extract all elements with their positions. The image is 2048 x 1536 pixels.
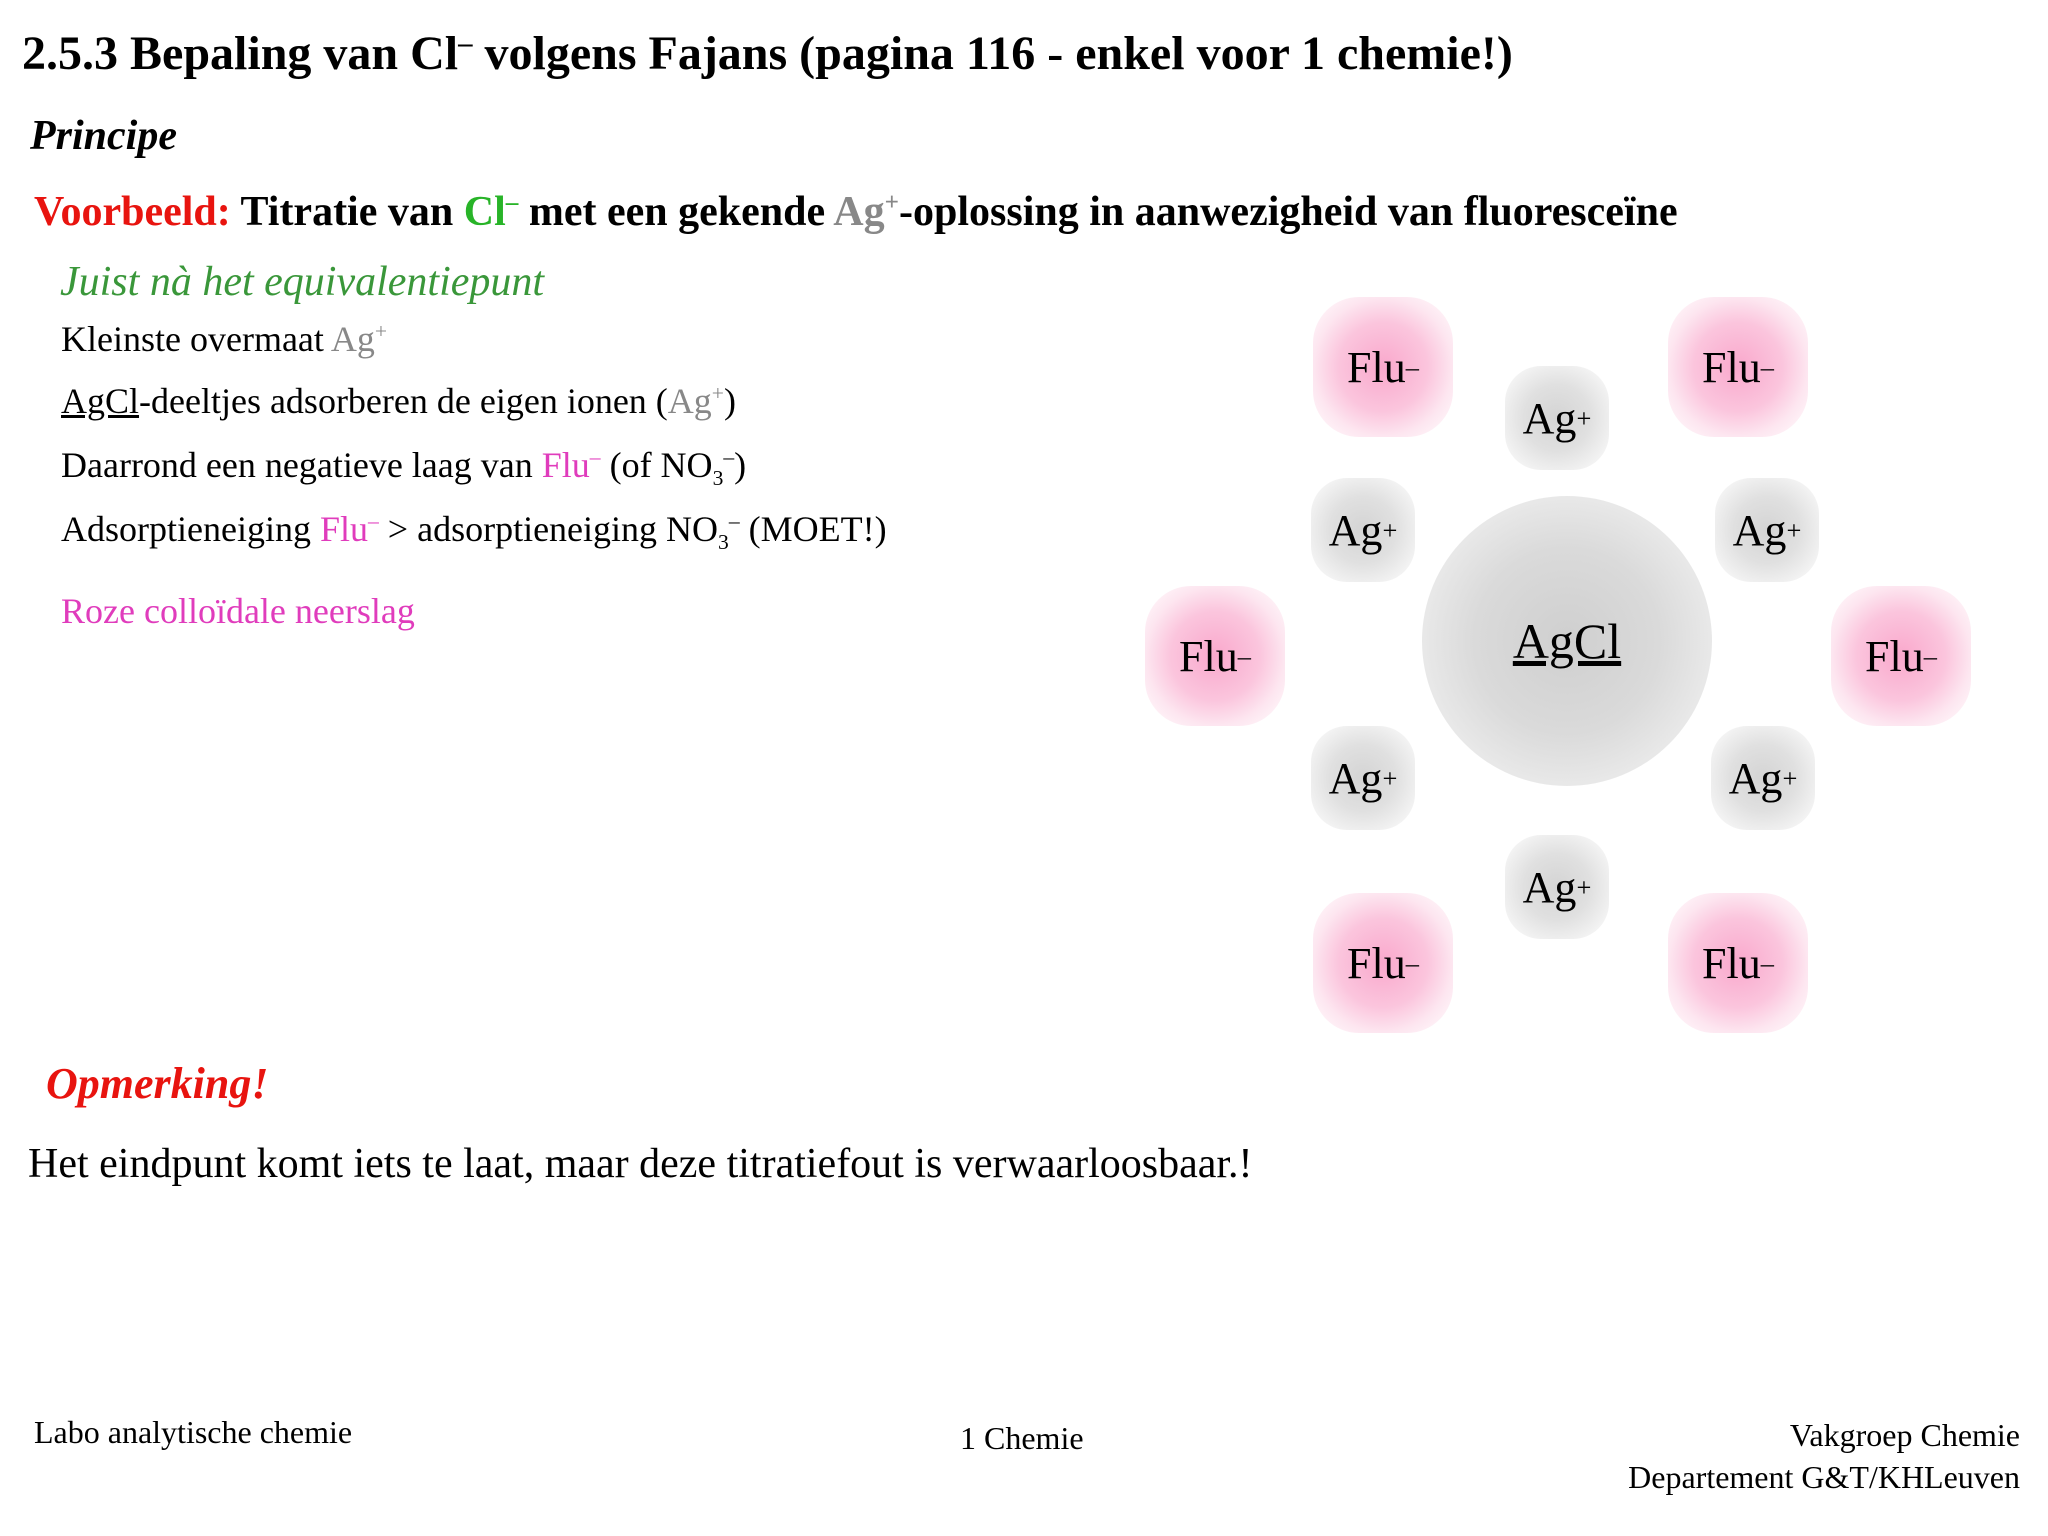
example-label: Voorbeeld: <box>34 189 231 235</box>
footer-class: 1 Chemie <box>960 1420 1084 1456</box>
point-adsorption: AgCl-deeltjes adsorberen de eigen ionen (Ag+) <box>61 381 736 421</box>
ag-ion: Ag + <box>1505 366 1609 470</box>
ag-ion: Ag + <box>1311 478 1415 582</box>
remark-text: Het eindpunt komt iets te laat, maar deze titratiefout is verwaarloosbaar.! <box>28 1141 1253 1187</box>
ag-ion: Ag + <box>1715 478 1819 582</box>
point-adsorption-tendency: Adsorptieneiging Flu– > adsorptieneiging $NO_3^-$ (MOET!) <box>61 509 887 555</box>
flu-ion: Flu – <box>1831 586 1971 726</box>
footer-department: Vakgroep Chemie Departement G&T/KHLeuven <box>1628 1417 2020 1495</box>
flu-ion: Flu – <box>1313 297 1453 437</box>
footer-course: Labo analytische chemie <box>34 1414 353 1450</box>
pink-colloidal-precipitate: Roze colloïdale neerslag <box>61 591 415 631</box>
silver-ion: Ag+ <box>833 189 899 235</box>
flu-ion: Flu – <box>1668 893 1808 1033</box>
ag-ion: Ag + <box>1311 726 1415 830</box>
section-heading-principe: Principe <box>30 113 177 159</box>
slide-title: 2.5.3 Bepaling van Cl– volgens Fajans (pagina 116 - enkel voor 1 chemie!) <box>22 27 1513 80</box>
flu-ion: Flu – <box>1313 893 1453 1033</box>
chloride-ion: Cl– <box>463 189 519 235</box>
ag-ion: Ag + <box>1505 835 1609 939</box>
example-line: Voorbeeld: Titratie van Cl– met een gekende Ag+-oplossing in aanwezigheid van fluoresceïne <box>34 189 1678 235</box>
remark-heading: Opmerking! <box>46 1059 269 1108</box>
flu-ion: Flu – <box>1668 297 1808 437</box>
point-smallest-excess: Kleinste overmaat Ag+ <box>61 319 388 359</box>
agcl-particle: AgCl <box>1422 496 1712 786</box>
point-negative-layer: Daarrond een negatieve laag van Flu– (of $NO_3^-$) <box>61 445 747 491</box>
subheading-equivalence: Juist nà het equivalentiepunt <box>60 259 545 305</box>
ag-ion: Ag + <box>1711 726 1815 830</box>
flu-ion: Flu – <box>1145 586 1285 726</box>
